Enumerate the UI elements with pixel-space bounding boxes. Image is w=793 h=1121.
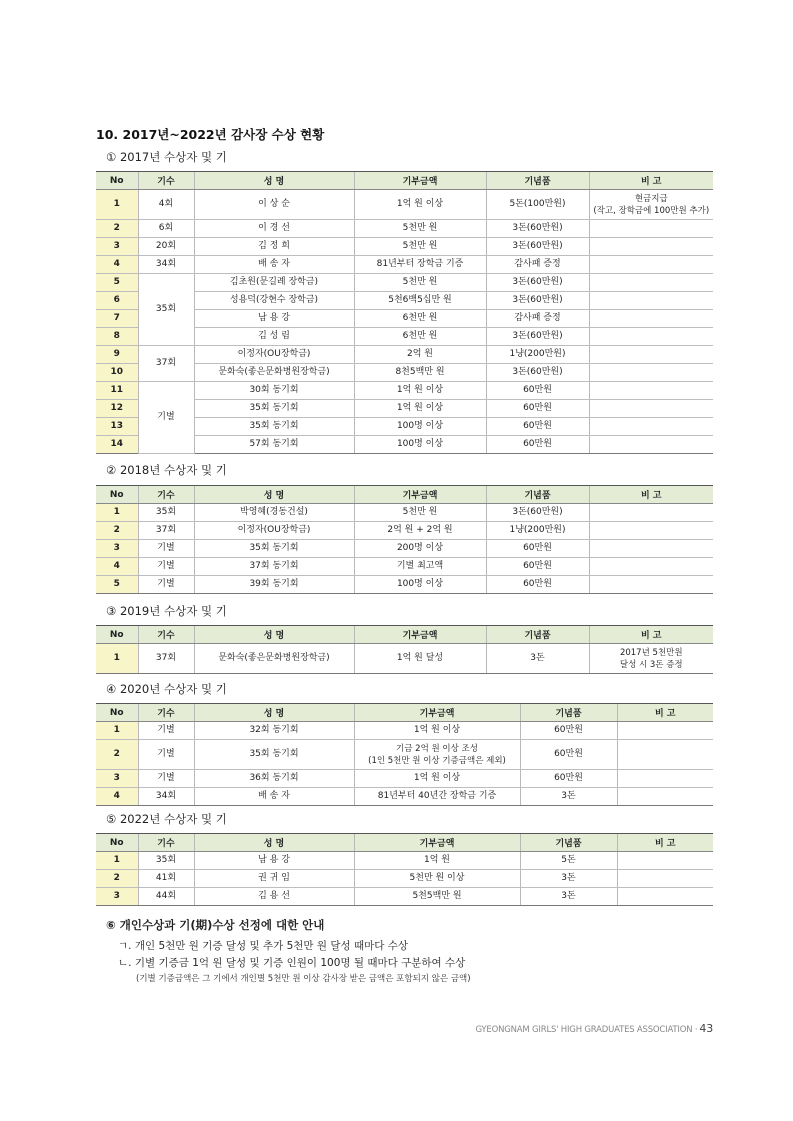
cell-gift: 60만원 bbox=[486, 382, 589, 400]
cell-amount: 1억 원 이상 bbox=[354, 770, 520, 788]
cell-no: 14 bbox=[96, 436, 138, 454]
header-name: 성 명 bbox=[194, 834, 354, 852]
guide-note: (기별 기증금액은 그 기에서 개인별 5천만 원 이상 감사장 받은 금액은 포함되지 않은 금액) bbox=[136, 974, 471, 984]
cell-no: 5 bbox=[96, 274, 138, 292]
cell-name: 남 용 강 bbox=[194, 852, 354, 870]
cell-gift: 5돈 bbox=[520, 852, 617, 870]
header-no: No bbox=[96, 834, 138, 852]
cell-note bbox=[589, 576, 713, 594]
cell-gift: 60만원 bbox=[486, 436, 589, 454]
cell-amount: 5천만 원 bbox=[354, 220, 486, 238]
cell-no: 2 bbox=[96, 220, 138, 238]
cell-amount: 기별 최고액 bbox=[354, 558, 486, 576]
table-header bbox=[96, 486, 713, 504]
cell-amount: 1억 원 이상 bbox=[354, 400, 486, 418]
cell-class: 37회 bbox=[138, 346, 194, 382]
cell-amount: 2억 원 + 2억 원 bbox=[354, 522, 486, 540]
cell-class: 34회 bbox=[138, 788, 194, 806]
cell-no: 4 bbox=[96, 256, 138, 274]
cell-no: 1 bbox=[96, 504, 138, 522]
cell-gift: 1냥(200만원) bbox=[486, 346, 589, 364]
header-note: 비 고 bbox=[617, 704, 713, 722]
table-row bbox=[96, 852, 713, 870]
section-2020-title: ④ 2020년 수상자 및 기 bbox=[106, 682, 227, 696]
cell-amount: 100명 이상 bbox=[354, 576, 486, 594]
cell-name: 이정자(OU장학금) bbox=[194, 522, 354, 540]
cell-class: 기별 bbox=[138, 576, 194, 594]
cell-no: 1 bbox=[96, 190, 138, 220]
cell-name: 김초원(문길례 장학금) bbox=[194, 274, 354, 292]
cell-amount: 5천6백5십만 원 bbox=[354, 292, 486, 310]
cell-name: 32회 동기회 bbox=[194, 722, 354, 740]
cell-amount: 5천만 원 bbox=[354, 238, 486, 256]
cell-note bbox=[589, 504, 713, 522]
table-row bbox=[96, 522, 713, 540]
table-2019 bbox=[96, 625, 713, 674]
cell-no: 2 bbox=[96, 870, 138, 888]
cell-gift: 3돈(60만원) bbox=[486, 238, 589, 256]
cell-note bbox=[617, 770, 713, 788]
cell-name: 김 정 희 bbox=[194, 238, 354, 256]
cell-class: 기별 bbox=[138, 770, 194, 788]
table-row bbox=[96, 888, 713, 906]
cell-name: 성용덕(강현수 장학금) bbox=[194, 292, 354, 310]
cell-gift: 3돈 bbox=[486, 644, 589, 674]
table-2018 bbox=[96, 485, 713, 594]
cell-note bbox=[589, 310, 713, 328]
cell-name: 남 용 강 bbox=[194, 310, 354, 328]
section-2018-title: ② 2018년 수상자 및 기 bbox=[106, 463, 227, 477]
header-name: 성 명 bbox=[194, 704, 354, 722]
cell-amount: 1억 원 이상 bbox=[354, 722, 520, 740]
table-row bbox=[96, 382, 713, 400]
table-header bbox=[96, 172, 713, 190]
cell-note bbox=[617, 740, 713, 770]
cell-name: 35회 동기회 bbox=[194, 540, 354, 558]
cell-class: 37회 bbox=[138, 522, 194, 540]
cell-no: 1 bbox=[96, 722, 138, 740]
cell-gift: 3돈(60만원) bbox=[486, 274, 589, 292]
cell-amount: 200명 이상 bbox=[354, 540, 486, 558]
table-row bbox=[96, 540, 713, 558]
cell-name: 김 용 선 bbox=[194, 888, 354, 906]
cell-note bbox=[589, 540, 713, 558]
cell-class: 35회 bbox=[138, 504, 194, 522]
cell-class: 기별 bbox=[138, 722, 194, 740]
cell-gift: 60만원 bbox=[486, 418, 589, 436]
cell-amount: 1억 원 bbox=[354, 852, 520, 870]
table-row bbox=[96, 558, 713, 576]
cell-note bbox=[589, 220, 713, 238]
cell-name: 이 경 선 bbox=[194, 220, 354, 238]
header-gift: 기념품 bbox=[520, 704, 617, 722]
cell-no: 4 bbox=[96, 788, 138, 806]
table-row bbox=[96, 274, 713, 292]
header-amount: 기부금액 bbox=[354, 834, 520, 852]
table-row bbox=[96, 576, 713, 594]
table-2020 bbox=[96, 703, 713, 806]
header-no: No bbox=[96, 172, 138, 190]
cell-name: 문화숙(좋은문화병원장학금) bbox=[194, 364, 354, 382]
header-amount: 기부금액 bbox=[354, 704, 520, 722]
cell-gift: 60만원 bbox=[486, 400, 589, 418]
page-title: 10. 2017년~2022년 감사장 수상 현황 bbox=[96, 127, 325, 142]
cell-note bbox=[589, 256, 713, 274]
cell-class: 34회 bbox=[138, 256, 194, 274]
header-name: 성 명 bbox=[194, 626, 354, 644]
cell-no: 8 bbox=[96, 328, 138, 346]
footer-text: GYEONGNAM GIRLS' HIGH GRADUATES ASSOCIATION · bbox=[475, 1025, 698, 1035]
cell-gift: 60만원 bbox=[520, 770, 617, 788]
cell-name: 35회 동기회 bbox=[194, 400, 354, 418]
cell-no: 10 bbox=[96, 364, 138, 382]
cell-note bbox=[589, 400, 713, 418]
cell-gift: 60만원 bbox=[486, 576, 589, 594]
cell-name: 문화숙(좋은문화병원장학금) bbox=[194, 644, 354, 674]
cell-note bbox=[589, 346, 713, 364]
cell-name: 35회 동기회 bbox=[194, 418, 354, 436]
cell-name: 35회 동기회 bbox=[194, 740, 354, 770]
cell-gift: 3돈(60만원) bbox=[486, 504, 589, 522]
cell-name: 배 송 자 bbox=[194, 788, 354, 806]
header-gift: 기념품 bbox=[520, 834, 617, 852]
cell-name: 이 상 순 bbox=[194, 190, 354, 220]
header-no: No bbox=[96, 626, 138, 644]
cell-note bbox=[589, 292, 713, 310]
cell-amount: 6천만 원 bbox=[354, 328, 486, 346]
cell-name: 39회 동기회 bbox=[194, 576, 354, 594]
cell-no: 1 bbox=[96, 852, 138, 870]
section-2019-title: ③ 2019년 수상자 및 기 bbox=[106, 604, 227, 618]
header-no: No bbox=[96, 704, 138, 722]
cell-no: 2 bbox=[96, 522, 138, 540]
cell-amount: 1억 원 이상 bbox=[354, 190, 486, 220]
header-class: 기수 bbox=[138, 172, 194, 190]
section-2022-title: ⑤ 2022년 수상자 및 기 bbox=[106, 812, 227, 826]
cell-gift: 감사패 증정 bbox=[486, 256, 589, 274]
cell-class: 20회 bbox=[138, 238, 194, 256]
cell-amount: 5천만 원 bbox=[354, 274, 486, 292]
table-row bbox=[96, 256, 713, 274]
cell-no: 3 bbox=[96, 540, 138, 558]
cell-class: 기별 bbox=[138, 740, 194, 770]
section-2017-title: ① 2017년 수상자 및 기 bbox=[106, 150, 227, 164]
table-row bbox=[96, 504, 713, 522]
cell-note bbox=[617, 852, 713, 870]
table-row bbox=[96, 722, 713, 740]
cell-amount: 100명 이상 bbox=[354, 418, 486, 436]
cell-amount: 5천5백만 원 bbox=[354, 888, 520, 906]
cell-no: 7 bbox=[96, 310, 138, 328]
cell-no: 12 bbox=[96, 400, 138, 418]
cell-amount: 8천5백만 원 bbox=[354, 364, 486, 382]
table-row bbox=[96, 190, 713, 220]
cell-gift: 3돈(60만원) bbox=[486, 292, 589, 310]
table-row bbox=[96, 644, 713, 674]
cell-name: 57회 동기회 bbox=[194, 436, 354, 454]
cell-amount: 2억 원 bbox=[354, 346, 486, 364]
cell-name: 김 성 림 bbox=[194, 328, 354, 346]
table-2022 bbox=[96, 833, 713, 906]
cell-note bbox=[617, 722, 713, 740]
header-class: 기수 bbox=[138, 834, 194, 852]
header-class: 기수 bbox=[138, 486, 194, 504]
cell-class: 44회 bbox=[138, 888, 194, 906]
table-row bbox=[96, 220, 713, 238]
cell-note bbox=[589, 328, 713, 346]
header-gift: 기념품 bbox=[486, 626, 589, 644]
cell-no: 5 bbox=[96, 576, 138, 594]
cell-amount: 1억 원 이상 bbox=[354, 382, 486, 400]
header-gift: 기념품 bbox=[486, 172, 589, 190]
cell-note bbox=[617, 788, 713, 806]
cell-name: 권 귀 임 bbox=[194, 870, 354, 888]
guide-line-1: ㄱ. 개인 5천만 원 기증 달성 및 추가 5천만 원 달성 때마다 수상 bbox=[118, 940, 409, 952]
header-no: No bbox=[96, 486, 138, 504]
table-header bbox=[96, 704, 713, 722]
cell-note: 2017년 5천만원 달성 시 3돈 증정 bbox=[589, 644, 713, 674]
cell-class: 기별 bbox=[138, 558, 194, 576]
cell-no: 9 bbox=[96, 346, 138, 364]
cell-gift: 1냥(200만원) bbox=[486, 522, 589, 540]
cell-amount: 기금 2억 원 이상 조성 (1인 5천만 원 이상 기증금액은 제외) bbox=[354, 740, 520, 770]
cell-class: 37회 bbox=[138, 644, 194, 674]
cell-class: 기별 bbox=[138, 540, 194, 558]
header-note: 비 고 bbox=[589, 626, 713, 644]
table-header bbox=[96, 626, 713, 644]
cell-gift: 3돈 bbox=[520, 788, 617, 806]
table-row bbox=[96, 238, 713, 256]
header-note: 비 고 bbox=[617, 834, 713, 852]
cell-no: 6 bbox=[96, 292, 138, 310]
cell-name: 이정자(OU장학금) bbox=[194, 346, 354, 364]
cell-gift: 3돈(60만원) bbox=[486, 220, 589, 238]
cell-amount: 5천만 원 bbox=[354, 504, 486, 522]
cell-amount: 1억 원 달성 bbox=[354, 644, 486, 674]
table-2017 bbox=[96, 171, 713, 454]
cell-gift: 3돈(60만원) bbox=[486, 364, 589, 382]
cell-no: 11 bbox=[96, 382, 138, 400]
cell-class: 6회 bbox=[138, 220, 194, 238]
cell-name: 37회 동기회 bbox=[194, 558, 354, 576]
header-class: 기수 bbox=[138, 626, 194, 644]
cell-note bbox=[589, 436, 713, 454]
cell-class: 41회 bbox=[138, 870, 194, 888]
header-amount: 기부금액 bbox=[354, 486, 486, 504]
cell-no: 3 bbox=[96, 770, 138, 788]
cell-amount: 81년부터 40년간 장학금 기증 bbox=[354, 788, 520, 806]
cell-amount: 6천만 원 bbox=[354, 310, 486, 328]
guide-line-2: ㄴ. 기별 기증금 1억 원 달성 및 기증 인원이 100명 될 때마다 구분하여 수상 bbox=[118, 957, 466, 969]
cell-note bbox=[589, 238, 713, 256]
cell-gift: 3돈 bbox=[520, 870, 617, 888]
table-row bbox=[96, 870, 713, 888]
cell-class: 35회 bbox=[138, 274, 194, 346]
cell-note bbox=[589, 274, 713, 292]
cell-name: 배 송 자 bbox=[194, 256, 354, 274]
cell-gift: 3돈(60만원) bbox=[486, 328, 589, 346]
table-row bbox=[96, 740, 713, 770]
guide-title: ⑥ 개인수상과 기(期)수상 선정에 대한 안내 bbox=[106, 918, 325, 932]
header-class: 기수 bbox=[138, 704, 194, 722]
cell-gift: 3돈 bbox=[520, 888, 617, 906]
page-number: 43 bbox=[699, 1022, 713, 1035]
header-amount: 기부금액 bbox=[354, 626, 486, 644]
table-header bbox=[96, 834, 713, 852]
table-row bbox=[96, 770, 713, 788]
header-amount: 기부금액 bbox=[354, 172, 486, 190]
cell-gift: 감사패 증정 bbox=[486, 310, 589, 328]
header-name: 성 명 bbox=[194, 486, 354, 504]
cell-note bbox=[589, 364, 713, 382]
header-note: 비 고 bbox=[589, 172, 713, 190]
cell-no: 3 bbox=[96, 888, 138, 906]
cell-no: 2 bbox=[96, 740, 138, 770]
cell-amount: 100명 이상 bbox=[354, 436, 486, 454]
cell-no: 1 bbox=[96, 644, 138, 674]
cell-name: 박영혜(경동건설) bbox=[194, 504, 354, 522]
cell-gift: 60만원 bbox=[486, 558, 589, 576]
header-name: 성 명 bbox=[194, 172, 354, 190]
cell-amount: 5천만 원 이상 bbox=[354, 870, 520, 888]
cell-note bbox=[589, 558, 713, 576]
cell-gift: 60만원 bbox=[520, 740, 617, 770]
cell-amount: 81년부터 장학금 기증 bbox=[354, 256, 486, 274]
table-row bbox=[96, 346, 713, 364]
cell-name: 36회 동기회 bbox=[194, 770, 354, 788]
cell-note bbox=[589, 382, 713, 400]
header-gift: 기념품 bbox=[486, 486, 589, 504]
table-row bbox=[96, 788, 713, 806]
cell-note: 현금지급 (작고, 장학금에 100만원 추가) bbox=[589, 190, 713, 220]
cell-note bbox=[589, 522, 713, 540]
cell-gift: 60만원 bbox=[486, 540, 589, 558]
cell-note bbox=[617, 888, 713, 906]
cell-class: 기별 bbox=[138, 382, 194, 454]
cell-gift: 5돈(100만원) bbox=[486, 190, 589, 220]
cell-class: 4회 bbox=[138, 190, 194, 220]
cell-no: 4 bbox=[96, 558, 138, 576]
header-note: 비 고 bbox=[589, 486, 713, 504]
cell-note bbox=[617, 870, 713, 888]
cell-name: 30회 동기회 bbox=[194, 382, 354, 400]
cell-no: 3 bbox=[96, 238, 138, 256]
cell-note bbox=[589, 418, 713, 436]
cell-gift: 60만원 bbox=[520, 722, 617, 740]
page-footer bbox=[475, 1022, 713, 1035]
cell-no: 13 bbox=[96, 418, 138, 436]
cell-class: 35회 bbox=[138, 852, 194, 870]
